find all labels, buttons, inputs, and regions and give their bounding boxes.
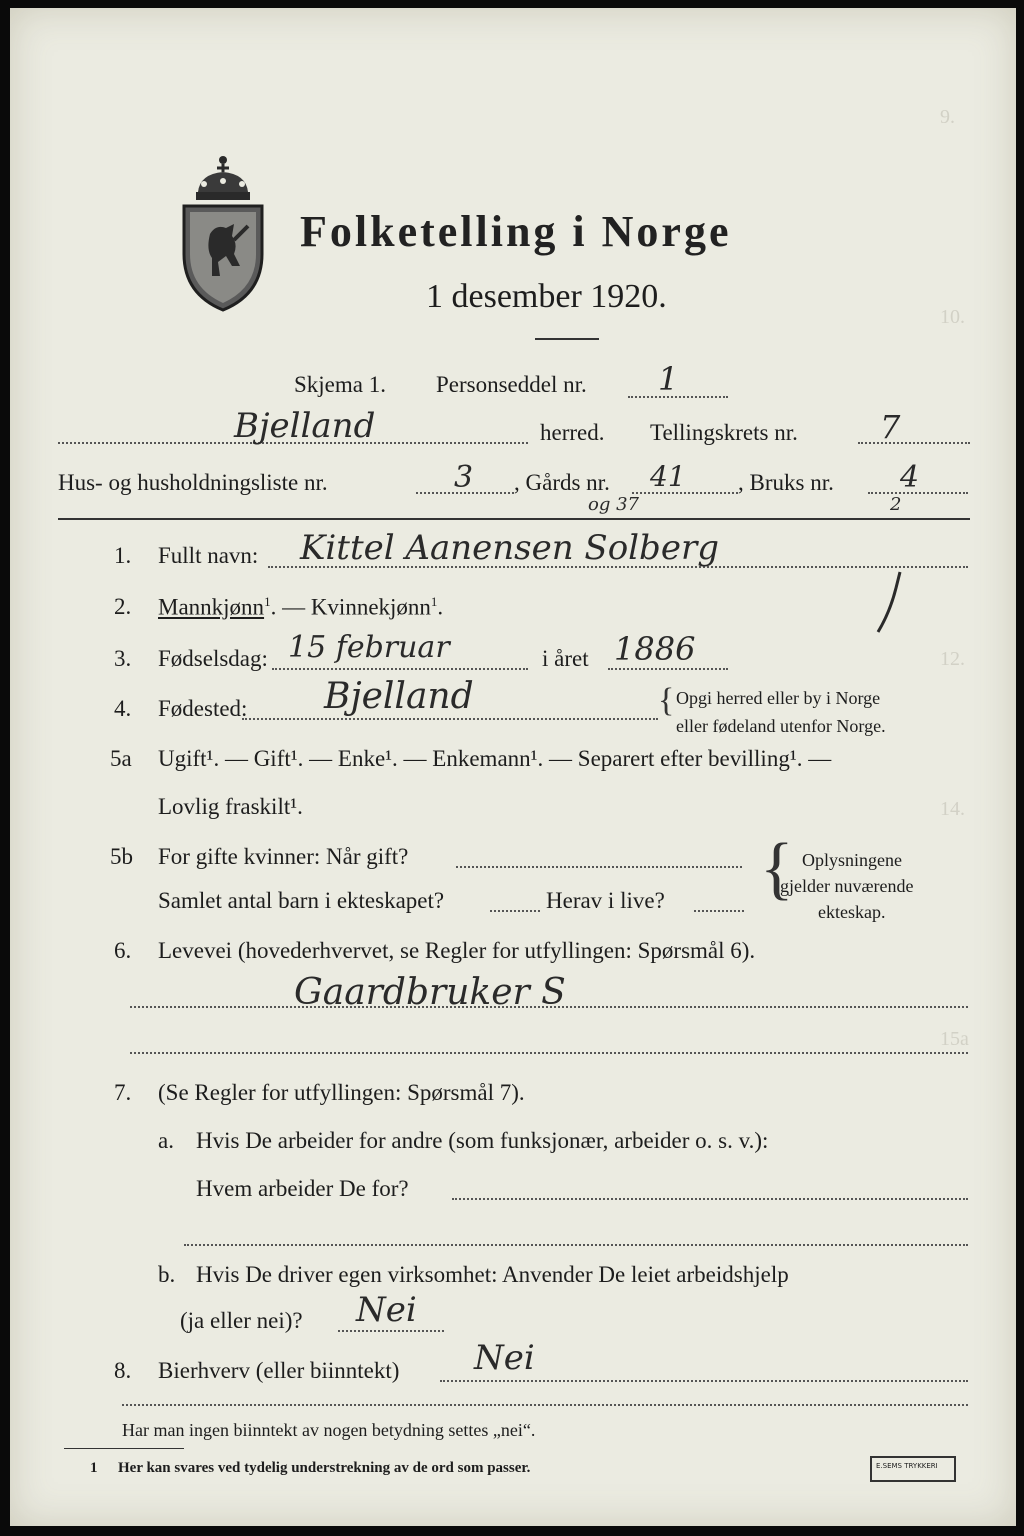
occupation-label: Levevei (hovederhvervet, se Regler for utfyllingen: Spørsmål 6). xyxy=(158,938,756,963)
children-alive-label: Herav i live? xyxy=(546,888,665,913)
own-business-question: Hvis De driver egen virksomhet: Anvender De leiet arbeidshjelp xyxy=(196,1262,789,1287)
gender-options: Mannkjønn$^1$. — Kvinnekjønn$^1$. xyxy=(158,594,444,620)
q3-number: 3. xyxy=(114,646,132,671)
extra-gards-value: og 37 xyxy=(588,494,639,515)
own-business-label: (ja eller nei)? xyxy=(180,1308,303,1333)
tellingskrets-value: 7 xyxy=(880,408,901,446)
employer-label: Hvem arbeider De for? xyxy=(196,1176,409,1201)
herred-value: Bjelland xyxy=(234,406,376,446)
herred-label: herred. xyxy=(540,420,605,445)
side-income-field-2[interactable] xyxy=(122,1404,968,1406)
extra-bruks-value: 2 xyxy=(890,494,902,515)
q7b-letter: b. xyxy=(158,1262,176,1287)
q1-number: 1. xyxy=(114,543,132,568)
full-name-value: Kittel Aanensen Solberg xyxy=(300,528,719,568)
personseddel-label: Personseddel nr. xyxy=(436,372,587,397)
gards-value: 41 xyxy=(650,460,686,493)
husholdningsliste-label: Hus- og husholdningsliste nr. xyxy=(58,470,328,495)
section-divider xyxy=(58,518,970,520)
birth-year-field[interactable] xyxy=(608,668,728,670)
occupation-field-2[interactable] xyxy=(130,1052,968,1054)
side-income-value: Nei xyxy=(474,1338,535,1378)
title-divider xyxy=(535,338,599,340)
q7-label: (Se Regler for utfyllingen: Spørsmål 7). xyxy=(158,1080,525,1105)
bleed-through-text: 15a xyxy=(940,1028,969,1050)
birth-year-value: 1886 xyxy=(614,630,696,668)
q4-number: 4. xyxy=(114,696,132,721)
marriage-note-1: Oplysningene xyxy=(802,850,902,870)
q5b-number: 5b xyxy=(110,844,133,869)
marital-status-options[interactable]: Ugift¹. — Gift¹. — Enke¹. — Enkemann¹. — Separert efter bevilling¹. — xyxy=(158,746,832,771)
birthplace-value: Bjelland xyxy=(324,676,474,717)
footnote-number: 1 xyxy=(90,1460,98,1476)
q7a-letter: a. xyxy=(158,1128,174,1153)
footer-note: Har man ingen biinntekt av nogen betydning settes „nei“. xyxy=(122,1420,536,1440)
birth-year-label: i året xyxy=(542,646,589,671)
q8-number: 8. xyxy=(114,1358,132,1383)
side-income-field[interactable] xyxy=(440,1380,968,1382)
printer-stamp: E.SEMS TRYKKERI xyxy=(870,1456,956,1482)
tellingskrets-label: Tellingskrets nr. xyxy=(650,420,798,445)
marriage-note-3: ekteskap. xyxy=(818,902,886,922)
handwritten-checkmark xyxy=(870,568,910,638)
bruks-value: 4 xyxy=(900,460,920,495)
full-name-label: Fullt navn: xyxy=(158,543,259,568)
q5a-number: 5a xyxy=(110,746,132,771)
bleed-through-text: 14. xyxy=(940,798,965,820)
bruks-label: , Bruks nr. xyxy=(738,470,834,495)
tellingskrets-field[interactable] xyxy=(858,442,970,444)
birthplace-field[interactable] xyxy=(242,718,658,720)
norwegian-coat-of-arms-icon xyxy=(176,154,270,314)
husholdningsliste-value: 3 xyxy=(454,460,474,495)
bleed-through-text: 12. xyxy=(940,648,965,670)
employer-field[interactable] xyxy=(452,1198,968,1200)
census-form-page xyxy=(10,8,1016,1526)
employer-question: Hvis De arbeider for andre (som funksjonær, arbeider o. s. v.): xyxy=(196,1128,769,1153)
birthday-field[interactable] xyxy=(272,668,528,670)
married-when-field[interactable] xyxy=(456,866,742,868)
gender-female-option[interactable]: . — Kvinnekjønn xyxy=(270,594,431,620)
q7-number: 7. xyxy=(114,1080,132,1105)
married-when-label: For gifte kvinner: Når gift? xyxy=(158,844,409,869)
children-total-label: Samlet antal barn i ekteskapet? xyxy=(158,888,445,913)
children-alive-field[interactable] xyxy=(694,910,744,912)
form-title: Folketelling i Norge xyxy=(300,207,732,256)
q2-number: 2. xyxy=(114,594,132,619)
birthplace-label: Fødested: xyxy=(158,696,248,721)
birthplace-note-2: eller fødeland utenfor Norge. xyxy=(676,716,886,736)
brace-icon: { xyxy=(658,682,675,719)
birthplace-note-1: Opgi herred eller by i Norge xyxy=(676,688,881,708)
side-income-label: Bierhverv (eller biinntekt) xyxy=(158,1358,400,1383)
children-total-field[interactable] xyxy=(490,910,540,912)
employer-field-2[interactable] xyxy=(184,1244,968,1246)
gender-male-option[interactable]: Mannkjønn xyxy=(158,594,265,620)
marriage-note-2: gjelder nuværende xyxy=(780,876,914,896)
personseddel-value: 1 xyxy=(658,360,679,398)
q6-number: 6. xyxy=(114,938,132,963)
census-date: 1 desember 1920. xyxy=(426,278,667,315)
brace-icon: { xyxy=(760,830,794,907)
bleed-through-text: 10. xyxy=(940,306,965,328)
birthday-value: 15 februar xyxy=(288,630,450,665)
birthday-label: Fødselsdag: xyxy=(158,646,268,671)
footnote-divider xyxy=(64,1448,184,1449)
own-business-value: Nei xyxy=(356,1290,417,1330)
gards-label: , Gårds nr. xyxy=(514,470,610,495)
own-business-field[interactable] xyxy=(338,1330,444,1332)
occupation-value: Gaardbruker S xyxy=(294,972,566,1013)
footnote-text: Her kan svares ved tydelig understrekning av de ord som passer. xyxy=(118,1460,531,1476)
bleed-through-text: 9. xyxy=(940,106,955,128)
marital-status-options-cont[interactable]: Lovlig fraskilt¹. xyxy=(158,794,303,819)
schema-label: Skjema 1. xyxy=(294,372,386,397)
